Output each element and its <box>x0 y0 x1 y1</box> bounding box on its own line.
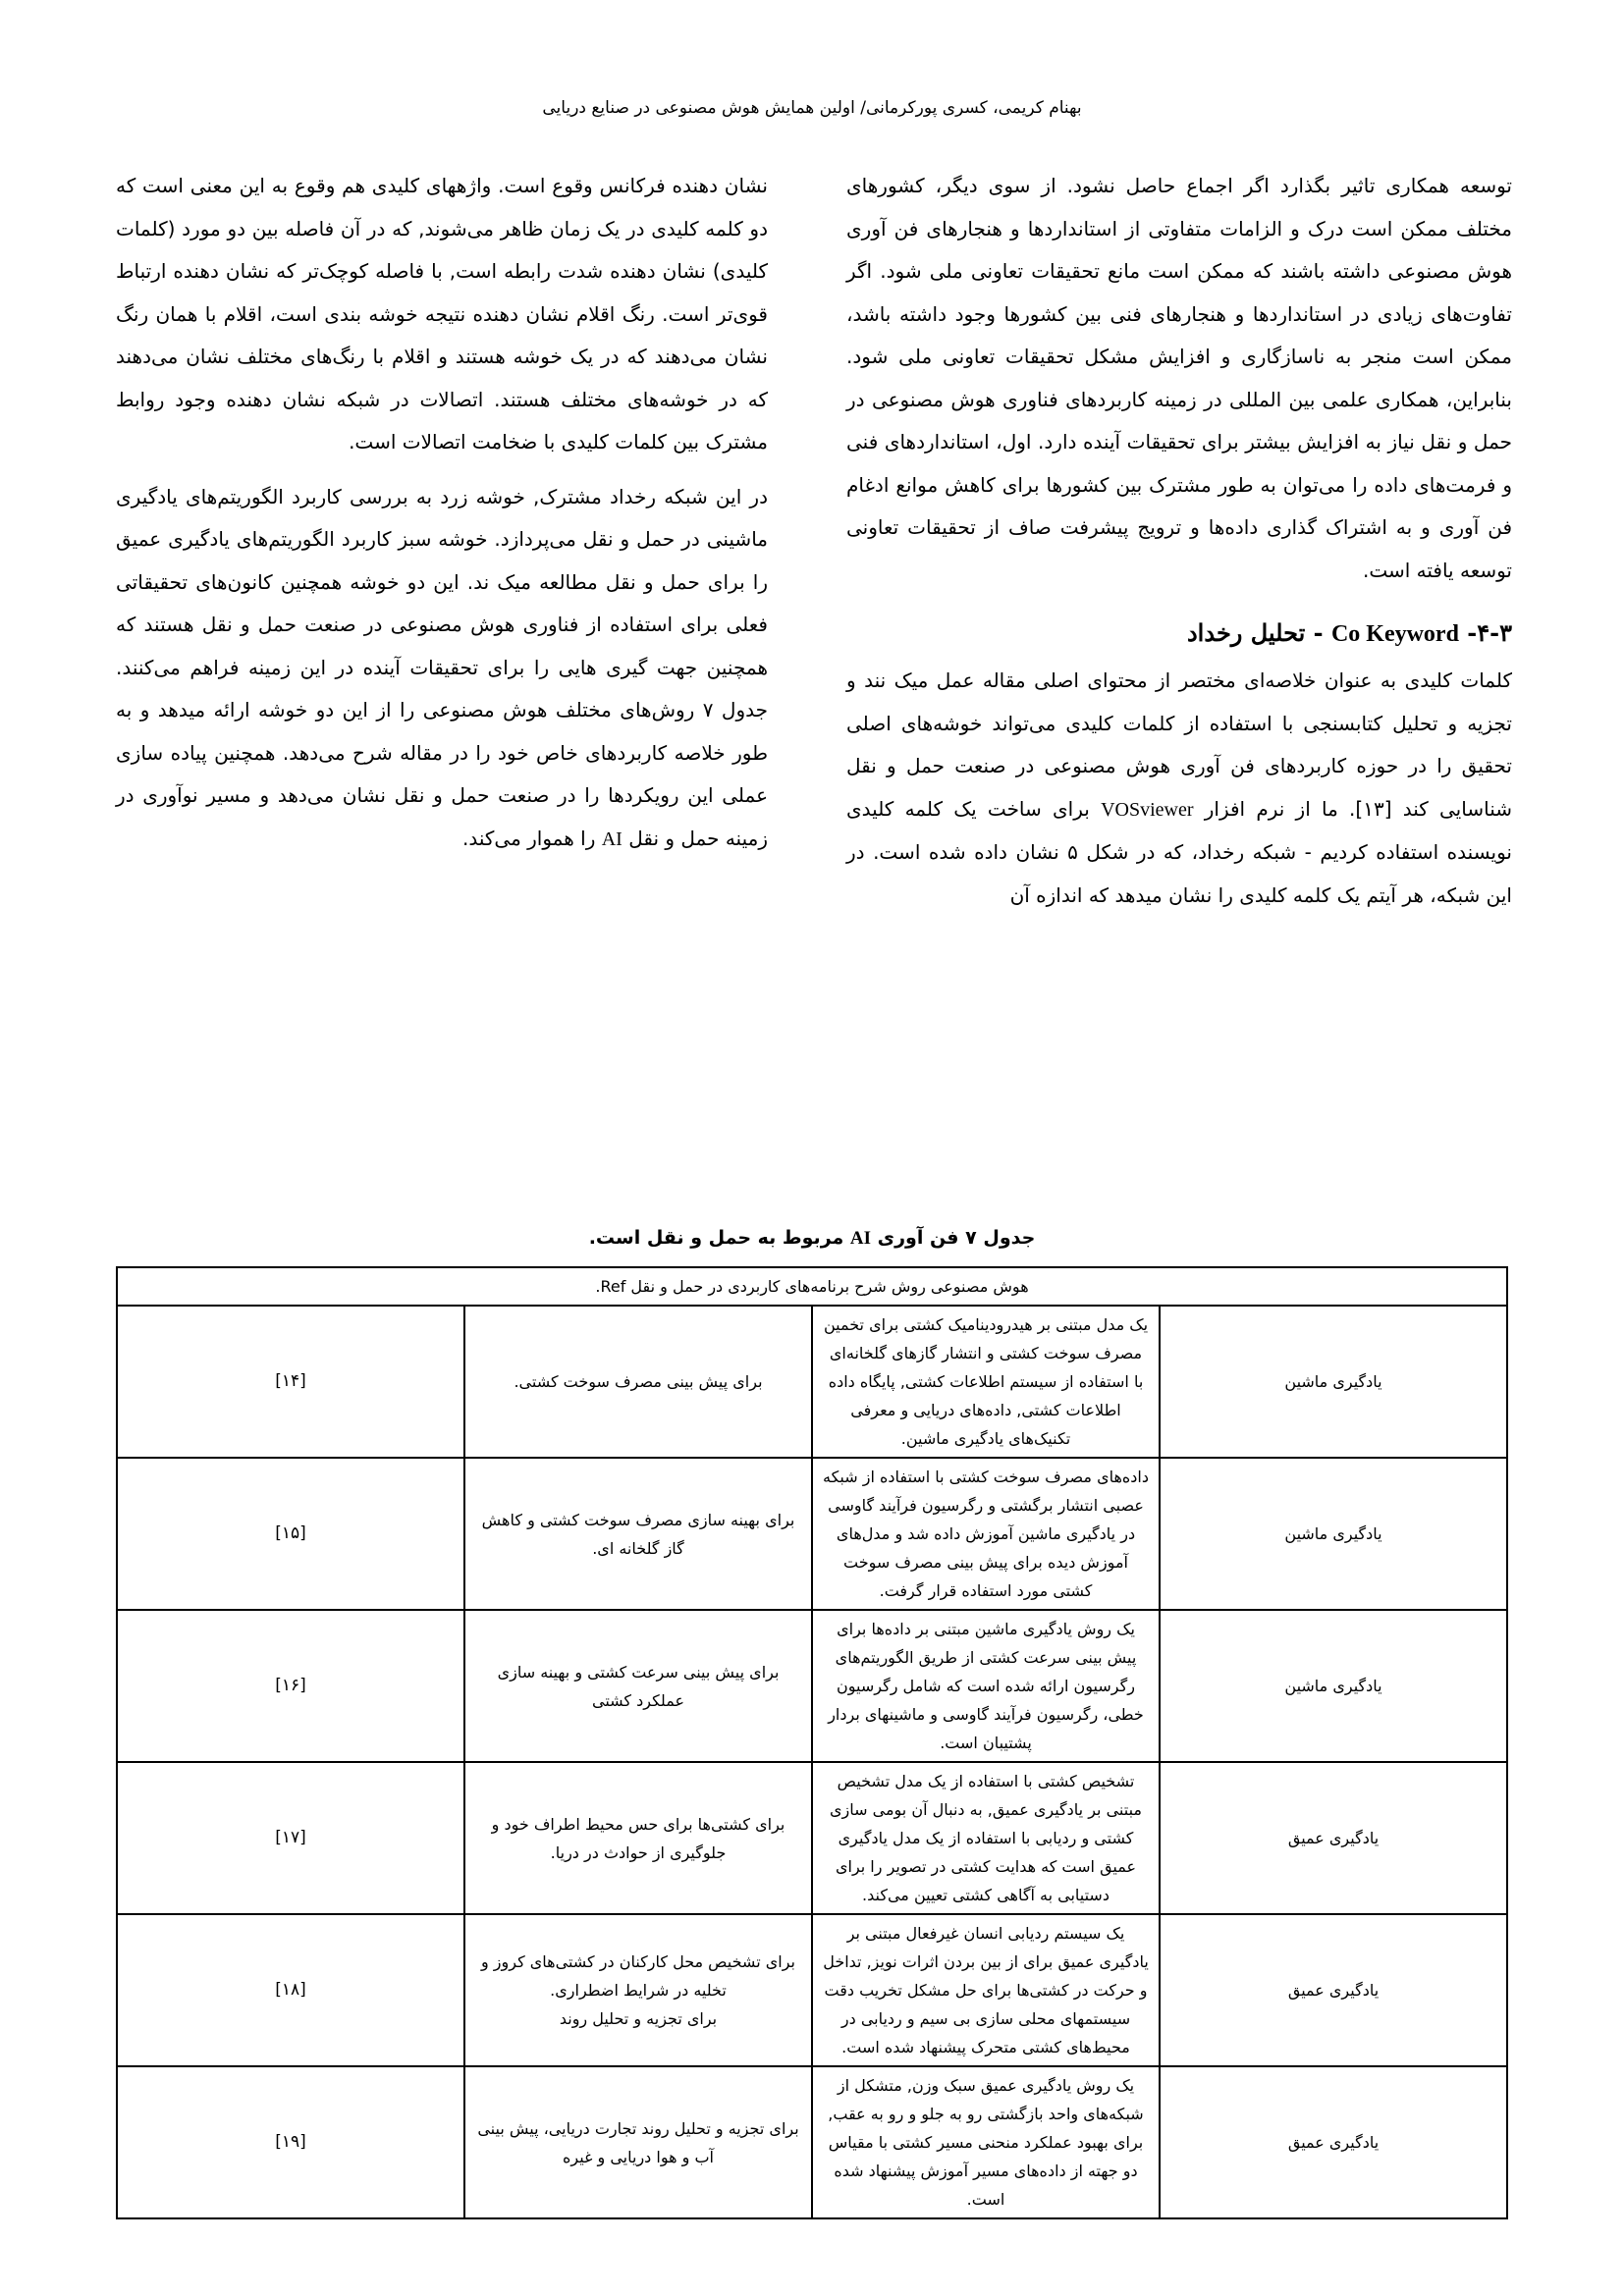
left-paragraph-2-part-1: در این شبکه رخداد مشترک, خوشه زرد به بررسی کاربرد الگوریتم‌های یادگیری ماشینی در حمل و نقل می‌پردازد. خوشه سبز کاربرد الگوریتم‌های یادگیری عمیق را برای حمل و نقل مطالعه میک ند. این دو خوشه همچنین کانون‌های تحقیقاتی فعلی برای استفاده از فناوری هوش مصنوعی در صنعت حمل و نقل هستند که همچنین جهت گیری هایی را برای تحقیقات آینده در این زمینه فراهم می‌کنند. جدول ۷ روش‌های مختلف هوش مصنوعی را از این دو خوشه ارائه میدهد و به طور خلاصه کاربردهای خاص خود را در مقاله شرح می‌دهد. همچنین پیاده سازی عملی این رویکردها را در صنعت حمل و نقل نشان می‌دهد و مسیر نوآوری در زمینه حمل و نقل <box>116 484 768 850</box>
table-row <box>117 1610 1507 1762</box>
ref-cell: [۱۷] <box>117 1762 464 1914</box>
left-paragraph-1: نشان دهنده فرکانس وقوع است. واژههای کلیدی هم وقوع به این معنی است که دو کلمه کلیدی در یک زمان ظاهر می‌شوند, که در آن فاصله بین دو مورد (کلمات کلیدی) نشان دهنده شدت رابطه است, با فاصله کوچک‌تر که نشان دهنده ارتباط قوی‌تر است. رنگ اقلام نشان دهنده نتیجه خوشه بندی است، اقلام با همان رنگ نشان می‌دهند که در یک خوشه هستند و اقلام با رنگ‌های مختلف نشان می‌دهند که در خوشه‌های مختلف هستند. اتصالات در شبکه نشان دهنده وجود روابط مشترک بین کلمات کلیدی با ضخامت اتصالات است. <box>116 174 768 454</box>
section-latin-title: Co Keyword <box>1330 621 1459 647</box>
desc-cell: یک مدل مبتنی بر هیدرودینامیک کشتی برای تخمین مصرف سوخت کشتی و انتشار گازهای گلخانه‌ای با استفاده از سیستم اطلاعات کشتی, پایگاه داده اطلاعات کشتی, داده‌های دریایی و معرفی تکنیک‌های یادگیری ماشین. <box>812 1306 1160 1458</box>
running-header <box>0 98 1624 118</box>
app-cell: برای بهینه سازی مصرف سوخت کشتی و کاهش گاز گلخانه ای. <box>464 1458 812 1610</box>
left-paragraph-2 <box>116 476 768 862</box>
table-caption-part-2: مربوط به حمل و نقل است. <box>588 1227 844 1249</box>
table-row <box>117 2066 1507 2218</box>
ref-cell: [۱۴] <box>117 1306 464 1458</box>
app-cell: برای پیش بینی سرعت کشتی و بهینه سازی عملکرد کشتی <box>464 1610 812 1762</box>
desc-cell: داده‌های مصرف سوخت کشتی با استفاده از شبکه عصبی انتشار برگشتی و رگرسیون فرآیند گاوسی در یادگیری ماشین آموزش داده شد و مدل‌های آموزش دیده برای پیش بینی مصرف سوخت کشتی مورد استفاده قرار گرفت. <box>812 1458 1160 1610</box>
ref-cell: [۱۸] <box>117 1914 464 2066</box>
app-cell: برای تجزیه و تحلیل روند تجارت دریایی، پیش بینی آب و هوا دریایی و غیره <box>464 2066 812 2218</box>
right-paragraph-2-part-2: برای ساخت یک کلمه کلیدی نویسنده استفاده کردیم - شبکه رخداد، که در شکل ۵ نشان داده شده است. در این شبکه، هر آیتم یک کلمه کلیدی را نشان میدهد که اندازه آن <box>846 796 1512 907</box>
table-caption-latin: AI <box>849 1228 872 1249</box>
desc-cell: یک روش یادگیری عمیق سبک وزن, متشکل از شبکه‌های واحد بازگشتی رو به جلو و رو به عقب, برای بهبود عملکرد منحنی مسیر کشتی با مقیاس دو جهته از داده‌های مسیر آموزش پیشنهاد شده است. <box>812 2066 1160 2218</box>
vosviewer-term: VOSviewer <box>1101 798 1194 821</box>
method-cell: یادگیری عمیق <box>1160 1762 1507 1914</box>
table-row <box>117 1458 1507 1610</box>
left-column <box>116 165 768 873</box>
desc-cell: یک روش یادگیری ماشین مبتنی بر داده‌ها برای پیش بینی سرعت کشتی از طریق الگوریتم‌های رگرسیون ارائه شده است که شامل رگرسیون خطی، رگرسیون فرآیند گاوسی و ماشینهای بردار پشتیبان است. <box>812 1610 1160 1762</box>
ai-methods-table <box>116 1266 1508 2219</box>
method-cell: یادگیری ماشین <box>1160 1458 1507 1610</box>
ref-cell: [۱۹] <box>117 2066 464 2218</box>
table-header-cell: هوش مصنوعی روش شرح برنامه‌های کاربردی در حمل و نقل Ref. <box>117 1267 1507 1306</box>
section-heading <box>846 614 1512 654</box>
table-caption <box>0 1227 1624 1250</box>
method-cell: یادگیری ماشین <box>1160 1610 1507 1762</box>
right-paragraph-2-part-1: کلمات کلیدی به عنوان خلاصه‌ای مختصر از محتوای اصلی مقاله عمل میک نند و تجزیه و تحلیل کتابسنجی با استفاده از کلمات کلیدی می‌تواند خوشه‌های اصلی تحقیق را در حوزه کاربردهای فن آوری هوش مصنوعی در صنعت حمل و نقل شناسایی کند [۱۳]. ما از نرم افزار <box>846 668 1512 821</box>
right-column <box>846 165 1512 929</box>
table-row <box>117 1306 1507 1458</box>
method-cell: یادگیری عمیق <box>1160 1914 1507 2066</box>
table-row <box>117 1914 1507 2066</box>
app-cell: برای پیش بینی مصرف سوخت کشتی. <box>464 1306 812 1458</box>
right-paragraph-2 <box>846 660 1512 917</box>
right-paragraph-1: توسعه همکاری تاثیر بگذارد اگر اجماع حاصل نشود. از سوی دیگر، کشورهای مختلف ممکن است درک و الزامات متفاوتی از استانداردها و هنجارهای فن آوری هوش مصنوعی داشته باشند که ممکن است مانع تحقیقات تعاونی ملی شود. اگر تفاوت‌های زیادی در استانداردها و هنجارهای فنی بین کشورها وجود داشته باشد، ممکن است منجر به ناسازگاری و افزایش مشکل تحقیقات تعاونی ملی شود. بنابراین، همکاری علمی بین المللی در زمینه کاربردهای فناوری هوش مصنوعی در حمل و نقل نیاز به افزایش بیشتر برای تحقیقات آینده دارد. اول، استانداردهای فنی و فرمت‌های داده را می‌توان به طور مشترک بین کشورها برای کاهش موانع ادغام فن آوری و به اشتراک گذاری داده‌ها و ترویج پیشرفت صاف از تحقیقات تعاونی توسعه یافته است. <box>846 174 1512 582</box>
table-caption-part-1: جدول ۷ فن آوری <box>877 1227 1036 1249</box>
running-title: بهنام کریمی، کسری پورکرمانی/ اولین همایش هوش مصنوعی در صنایع دریایی <box>542 98 1082 118</box>
table-row <box>117 1762 1507 1914</box>
section-number: ۴-۳- <box>1467 618 1512 647</box>
table-header-row <box>117 1267 1507 1306</box>
ref-cell: [۱۶] <box>117 1610 464 1762</box>
left-paragraph-2-part-2: را هموار می‌کند. <box>461 826 596 850</box>
method-cell: یادگیری عمیق <box>1160 2066 1507 2218</box>
desc-cell: یک سیستم ردیابی انسان غیرفعال مبتنی بر یادگیری عمیق برای از بین بردن اثرات نویز, تداخل و حرکت در کشتی‌ها برای حل مشکل تخریب دقت سیستمهای محلی سازی بی سیم و ردیابی در محیط‌های کشتی متحرک پیشنهاد شده است. <box>812 1914 1160 2066</box>
app-cell: برای کشتی‌ها برای حس محیط اطراف خود و جلوگیری از حوادث در دریا. <box>464 1762 812 1914</box>
ai-term: AI <box>601 828 623 850</box>
section-title: - تحلیل رخداد <box>1186 618 1324 647</box>
app-cell: برای تشخیص محل کارکنان در کشتی‌های کروز و تخلیه در شرایط اضطراری. برای تجزیه و تحلیل روند <box>464 1914 812 2066</box>
ref-cell: [۱۵] <box>117 1458 464 1610</box>
method-cell: یادگیری ماشین <box>1160 1306 1507 1458</box>
desc-cell: تشخیص کشتی با استفاده از یک مدل تشخیص مبتنی بر یادگیری عمیق, به دنبال آن بومی سازی کشتی و ردیابی با استفاده از یک مدل یادگیری عمیق است که هدایت کشتی در تصویر را برای دستیابی به آگاهی کشتی تعیین می‌کند. <box>812 1762 1160 1914</box>
